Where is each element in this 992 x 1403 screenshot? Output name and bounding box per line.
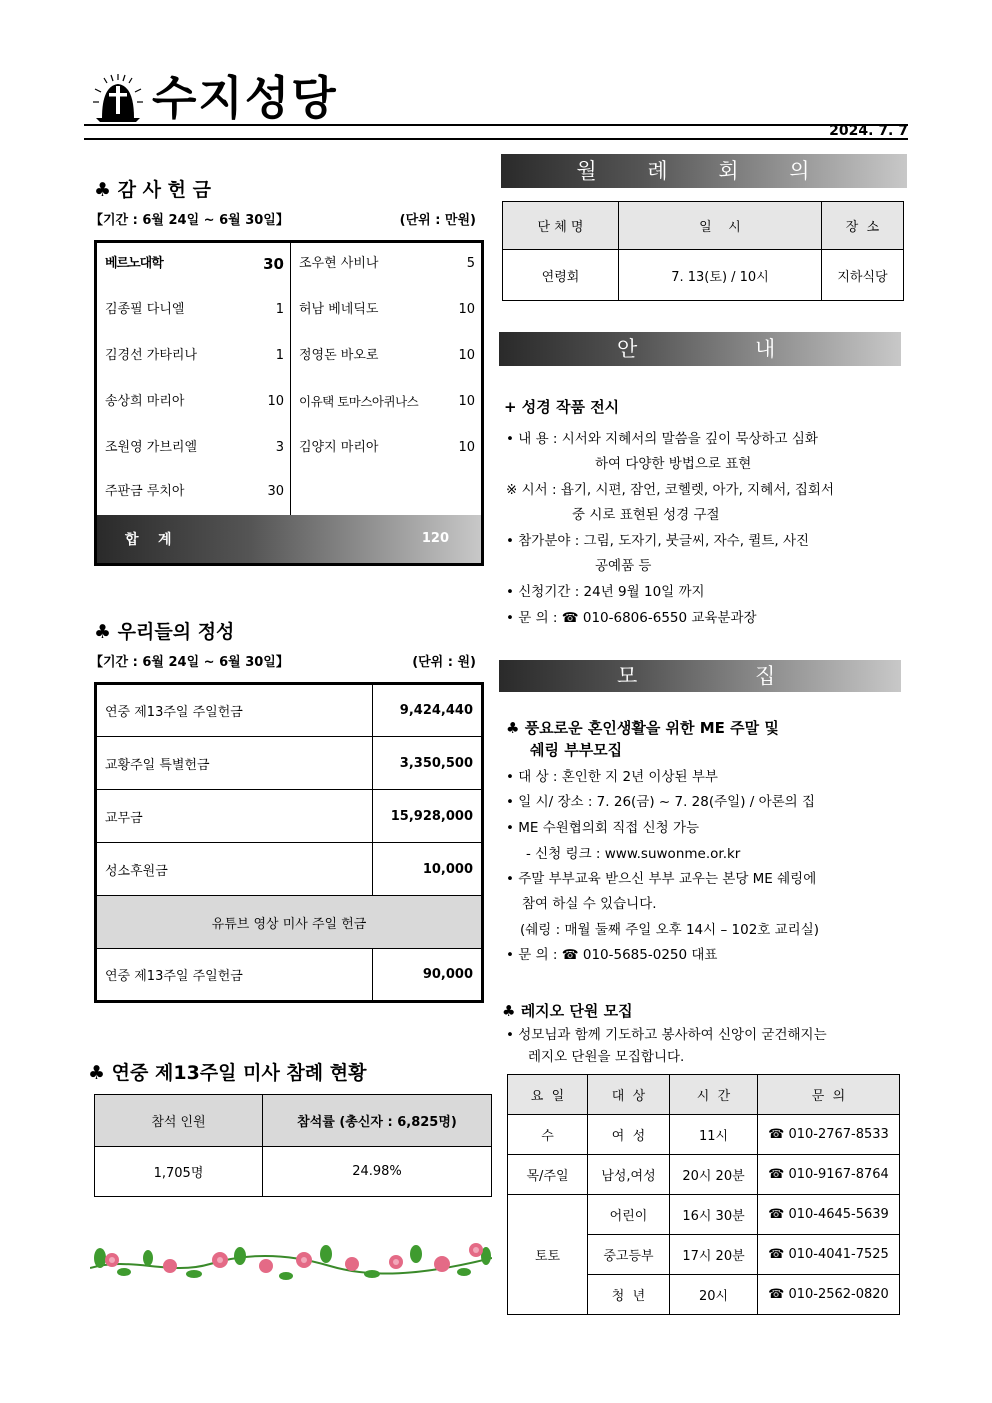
me-line: (쉐링 : 매월 둘째 주일 오후 14시 – 102호 교리실)	[520, 922, 820, 938]
offering-label: 연중 제13주일 주일헌금	[96, 684, 373, 737]
thanks-row	[291, 425, 481, 471]
me-line: • 문 의 : ☎ 010-5685-0250 대표	[506, 947, 718, 963]
legio-heading	[502, 999, 633, 1024]
offering-title-text: 우리들의 정성	[117, 621, 235, 643]
table-row	[503, 250, 904, 301]
me-line: • 대 상 : 혼인한 지 2년 이상된 부부	[506, 769, 718, 785]
offering-value: 15,928,000	[373, 790, 483, 843]
attendance-header: 참석률 (총신자 : 6,825명)	[263, 1095, 492, 1147]
notice-banner	[499, 332, 901, 366]
thanks-title	[94, 178, 211, 202]
club-icon: ♣	[94, 621, 112, 643]
donor-name: 조우현 사비나	[299, 256, 379, 271]
donor-name: 주판금 루치아	[105, 484, 185, 499]
recruit-banner	[499, 660, 901, 692]
notice-line: • 내 용 : 시서와 지혜서의 말씀을 깊이 묵상하고 심화	[506, 431, 818, 447]
thanks-row	[291, 333, 481, 379]
notice-line: • 신청기간 : 24년 9월 10일 까지	[506, 584, 705, 600]
donor-name: 조원영 가브리엘	[105, 440, 198, 455]
notice-line: ※ 시서 : 욥기, 시편, 잠언, 코헬렛, 아가, 지혜서, 집회서	[506, 482, 835, 498]
thanks-row	[291, 241, 481, 287]
youtube-offering-header: 유튜브 영상 미사 주일 헌금	[96, 896, 483, 949]
donor-amount: 10	[458, 394, 475, 409]
thanks-total-value: 120	[421, 531, 449, 546]
offering-label: 연중 제13주일 주일헌금	[96, 949, 373, 1002]
table-row	[96, 684, 483, 737]
attendance-title-text: 연중 제13주일 미사 참례 현황	[111, 1062, 367, 1084]
header-rule-bottom	[84, 138, 908, 140]
legio-day: 토토	[508, 1195, 588, 1315]
meeting-banner	[501, 154, 907, 188]
thanks-row	[97, 241, 290, 287]
table-row	[508, 1195, 900, 1235]
recruit-banner-left: 모	[617, 664, 638, 688]
offering-value: 9,424,440	[373, 684, 483, 737]
offering-title	[94, 620, 234, 644]
thanks-row	[291, 287, 481, 333]
legio-time: 20시 20분	[670, 1155, 758, 1195]
donor-name: 송상희 마리아	[105, 394, 185, 409]
thanks-row	[97, 425, 290, 471]
donor-amount: 30	[267, 484, 284, 499]
legio-header: 대 상	[588, 1075, 670, 1115]
thanks-row	[97, 333, 290, 379]
church-logo	[92, 72, 144, 124]
donor-amount: 10	[458, 440, 475, 455]
notice-line: • 문 의 : ☎ 010-6806-6550 교육분과장	[506, 610, 757, 626]
me-line: 참여 하실 수 있습니다.	[522, 896, 657, 912]
legio-line: • 성모님과 함께 기도하고 봉사하여 신앙이 굳건해지는	[506, 1027, 827, 1043]
flower-garland-image	[90, 1236, 492, 1284]
table-header-row	[503, 202, 904, 250]
table-header-row	[95, 1095, 492, 1147]
issue-date: 2024. 7. 7	[829, 123, 908, 139]
donor-amount: 10	[267, 394, 284, 409]
thanks-title-text: 감 사 헌 금	[117, 179, 211, 201]
offering-unit: (단위 : 원)	[412, 655, 476, 670]
legio-day: 수	[508, 1115, 588, 1155]
meeting-place: 지하식당	[822, 250, 904, 301]
donor-amount: 30	[263, 255, 284, 273]
thanks-row	[97, 469, 290, 515]
attendance-header: 참석 인원	[95, 1095, 263, 1147]
meeting-table	[502, 201, 904, 301]
legio-contact: ☎ 010-2767-8533	[758, 1115, 900, 1155]
legio-table	[507, 1074, 900, 1315]
notice-line: 공예품 등	[595, 558, 652, 574]
donor-name: 정영돈 바오로	[299, 348, 379, 363]
donor-logo-text: 베르노대학	[105, 256, 163, 271]
legio-header: 요 일	[508, 1075, 588, 1115]
table-row	[96, 737, 483, 790]
donor-amount: 3	[275, 440, 284, 455]
legio-time: 16시 30분	[670, 1195, 758, 1235]
table-row	[96, 790, 483, 843]
offering-table	[94, 682, 484, 1003]
thanks-unit: (단위 : 만원)	[399, 213, 476, 228]
notice-banner-right: 내	[755, 337, 776, 361]
me-line: - 신청 링크 : www.suwonme.or.kr	[526, 846, 741, 862]
legio-contact: ☎ 010-2562-0820	[758, 1275, 900, 1315]
meeting-header: 일 시	[619, 202, 822, 250]
legio-contact: ☎ 010-9167-8764	[758, 1155, 900, 1195]
legio-contact: ☎ 010-4041-7525	[758, 1235, 900, 1275]
me-line: • ME 수원협의회 직접 신청 가능	[506, 820, 700, 836]
donor-amount: 10	[458, 348, 475, 363]
donor-amount: 5	[466, 256, 475, 271]
meeting-group: 연령회	[503, 250, 619, 301]
attendance-count: 1,705명	[95, 1147, 263, 1197]
notice-heading: + 성경 작품 전시	[504, 398, 620, 416]
me-line: • 일 시/ 장소 : 7. 26(금) ~ 7. 28(주일) / 아론의 집	[506, 794, 816, 810]
club-icon: ♣	[506, 719, 520, 737]
me-heading-text: 풍요로운 혼인생활을 위한 ME 주말 및	[524, 719, 779, 737]
offering-value: 90,000	[373, 949, 483, 1002]
notice-banner-left: 안	[617, 337, 638, 361]
donor-name: 김종필 다니엘	[105, 302, 185, 317]
header-rule-top	[84, 124, 908, 126]
thanks-total-row	[97, 515, 481, 563]
legio-line: 레지오 단원을 모집합니다.	[528, 1049, 685, 1065]
me-heading-2: 쉐링 부부모집	[530, 741, 623, 759]
table-row	[508, 1115, 900, 1155]
offering-period: 【기간 : 6월 24일 ~ 6월 30일】	[90, 655, 289, 670]
thanks-total-label: 합 계	[125, 532, 172, 548]
legio-header: 문 의	[758, 1075, 900, 1115]
donor-name: 허남 베네딕도	[299, 302, 379, 317]
meeting-header: 단 체 명	[503, 202, 619, 250]
legio-target: 어린이	[588, 1195, 670, 1235]
notice-line: 하여 다양한 방법으로 표현	[595, 456, 752, 472]
offering-label: 교황주일 특별헌금	[96, 737, 373, 790]
offering-label: 성소후원금	[96, 843, 373, 896]
table-row	[95, 1147, 492, 1197]
legio-target: 청 년	[588, 1275, 670, 1315]
donor-amount: 1	[275, 348, 284, 363]
parish-title: 수지성당	[152, 71, 338, 125]
donor-name: 김양지 마리아	[299, 440, 379, 455]
table-row	[96, 949, 483, 1002]
attendance-table	[94, 1094, 492, 1197]
legio-time: 17시 20분	[670, 1235, 758, 1275]
notice-line: • 참가분야 : 그림, 도자기, 붓글씨, 자수, 퀼트, 사진	[506, 533, 810, 549]
club-icon: ♣	[502, 1002, 516, 1020]
legio-day: 목/주일	[508, 1155, 588, 1195]
donor-name: 이유택 토마스아퀴나스	[299, 394, 419, 409]
meeting-banner-text: 월 례 회 의	[576, 159, 832, 183]
legio-day-text: 토	[534, 1249, 548, 1264]
legio-time: 20시	[670, 1275, 758, 1315]
legio-contact: ☎ 010-4645-5639	[758, 1195, 900, 1235]
thanks-row	[97, 379, 290, 425]
donor-name: 김경선 가타리나	[105, 348, 198, 363]
legio-time: 11시	[670, 1115, 758, 1155]
thanks-period: 【기간 : 6월 24일 ~ 6월 30일】	[90, 213, 289, 228]
table-header-row	[508, 1075, 900, 1115]
table-row	[96, 896, 483, 949]
attendance-title	[88, 1061, 366, 1085]
legio-target: 여 성	[588, 1115, 670, 1155]
attendance-rate: 24.98%	[263, 1147, 492, 1197]
me-line: • 주말 부부교육 받으신 부부 교우는 본당 ME 쉐링에	[506, 871, 817, 887]
legio-target: 남성,여성	[588, 1155, 670, 1195]
offering-label: 교무금	[96, 790, 373, 843]
thanks-row	[97, 287, 290, 333]
table-row	[508, 1155, 900, 1195]
club-icon: ♣	[94, 179, 112, 201]
notice-line: 중 시로 표현된 성경 구절	[572, 507, 720, 523]
table-row	[96, 843, 483, 896]
offering-value: 10,000	[373, 843, 483, 896]
offering-value: 3,350,500	[373, 737, 483, 790]
legio-header: 시 간	[670, 1075, 758, 1115]
thanks-row	[291, 379, 481, 425]
legio-target: 중고등부	[588, 1235, 670, 1275]
donor-amount: 10	[458, 302, 475, 317]
legio-heading-text: 레지오 단원 모집	[520, 1002, 633, 1020]
recruit-banner-right: 집	[755, 664, 776, 688]
meeting-time: 7. 13(토) / 10시	[619, 250, 822, 301]
meeting-header: 장 소	[822, 202, 904, 250]
donor-amount: 1	[275, 302, 284, 317]
club-icon: ♣	[88, 1062, 106, 1084]
